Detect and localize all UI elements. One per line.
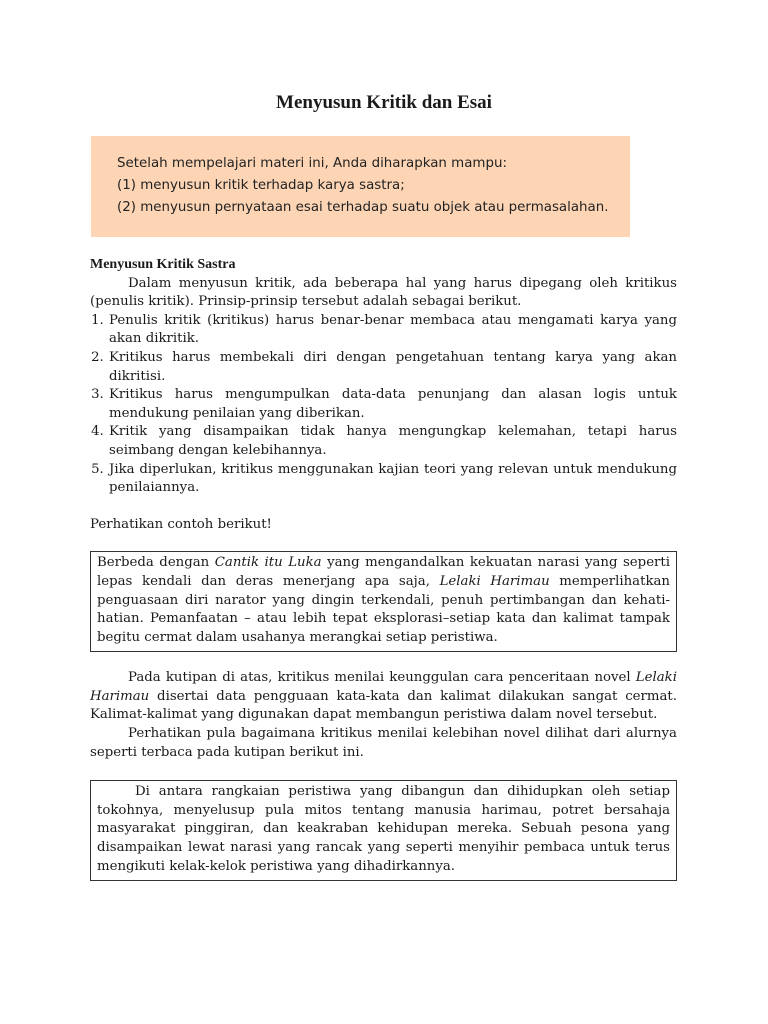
quote-box-2: Di antara rangkaian peristiwa yang dibangun dan dihidupkan oleh setiap tokohnya, menyelusup pula mitos tentang manusia harimau, potret bersahaja masyarakat pinggiran, dan keakraban kehidupan mereka. Sebuah pesona yang disampaikan lewat narasi yang rancak yang seperti menyihir pembaca untuk terus mengikuti kelak-kelok peristiwa yang dihadirkannya. xyxy=(90,780,677,881)
intro-paragraph: Dalam menyusun kritik, ada beberapa hal yang harus dipegang oleh kritikus (penulis kritik). Prinsip-prinsip tersebut adalah sebagai berikut. xyxy=(90,275,677,310)
list-item: 2. Kritikus harus membekali diri dengan pengetahuan tentang karya yang akan dikritisi. xyxy=(108,349,677,386)
quote-box-1 xyxy=(90,551,677,652)
quote1-text: Berbeda dengan xyxy=(97,555,215,571)
list-item: 1. Penulis kritik (kritikus) harus benar-benar membaca atau mengamati karya yang akan dikritik. xyxy=(108,312,677,349)
objective-item-1: (1) menyusun kritik terhadap karya sastra; xyxy=(117,178,405,193)
analysis1-text: Pada kutipan di atas, kritikus menilai keunggulan cara penceritaan novel xyxy=(128,670,636,686)
list-item: 4. Kritik yang disampaikan tidak hanya mengungkap kelemahan, tetapi harus seimbang dengan kelebihannya. xyxy=(108,423,677,460)
novel-title: Lelaki Harimau xyxy=(439,573,550,589)
main-content xyxy=(90,256,677,881)
quote1-text: yang mengandalkan kekuatan narasi yang seperti lepas kendali dan deras menerjang apa saja, xyxy=(97,555,671,589)
analysis-paragraph-2: Perhatikan pula bagaimana kritikus menilai kelebihan novel dilihat dari alurnya seperti terbaca pada kutipan berikut ini. xyxy=(90,726,677,760)
section-heading: Menyusun Kritik Sastra xyxy=(90,257,236,272)
principles-list xyxy=(90,312,677,498)
novel-title: Lelaki Harimau xyxy=(90,670,677,704)
list-item: 3. Kritikus harus mengumpulkan data-data penunjang dan alasan logis untuk mendukung penilaian yang diberikan. xyxy=(108,386,677,423)
quote1-text: memperlihatkan penguasaan diri narator yang dingin terkendali, penuh pertimbangan dan kehati-hatian. Pemanfaatan – atau lebih tepat eksplorasi–setiap kata dan kalimat tampak begitu cermat dalam usahanya merangkai setiap peristiwa. xyxy=(97,573,670,645)
example-intro: Perhatikan contoh berikut! xyxy=(90,516,272,532)
novel-title: Cantik itu Luka xyxy=(214,555,322,571)
learning-objectives-box xyxy=(91,136,630,237)
list-item: 5. Jika diperlukan, kritikus menggunakan kajian teori yang relevan untuk mendukung penilaiannya. xyxy=(108,461,677,498)
objectives-intro: Setelah mempelajari materi ini, Anda diharapkan mampu: xyxy=(117,156,507,171)
page-title: Menyusun Kritik dan Esai xyxy=(276,92,492,113)
objective-item-2: (2) menyusun pernyataan esai terhadap suatu objek atau permasalahan. xyxy=(117,200,609,215)
analysis-paragraph-1 xyxy=(90,669,677,725)
analysis1-text: disertai data pengguaan kata-kata dan kalimat dilakukan sangat cermat. Kalimat-kalimat yang digunakan dapat membangun peristiwa dalam novel tersebut. xyxy=(90,688,677,723)
